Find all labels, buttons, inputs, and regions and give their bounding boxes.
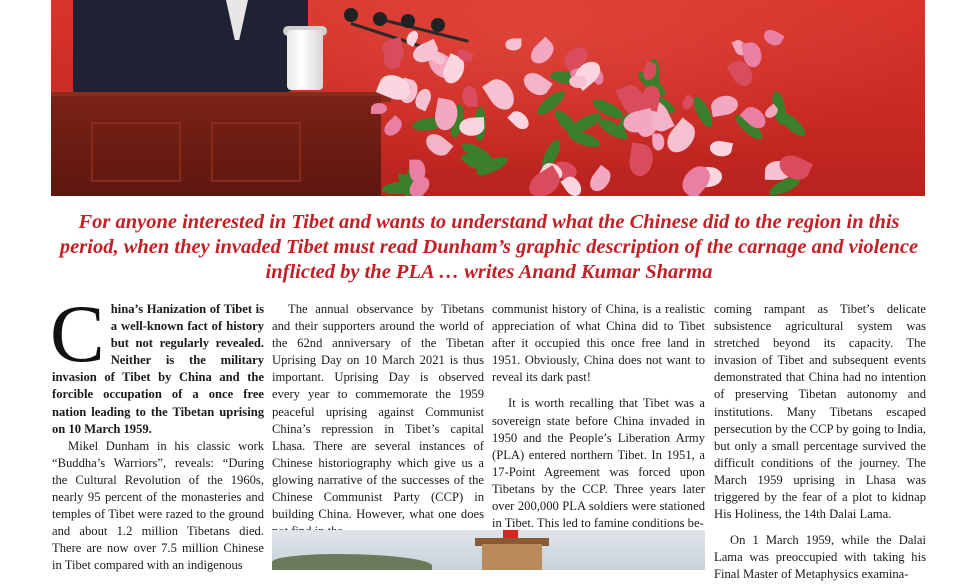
article-paragraph: On 1 March 1959, while the Dalai Lama was preoccupied with taking his Final Master of Metaphysics examina- (714, 533, 926, 582)
flower-petal (586, 165, 615, 195)
flower-petal (520, 69, 552, 99)
podium-panel (211, 122, 301, 182)
podium-panel (91, 122, 181, 182)
flower-petal (761, 27, 785, 49)
flower-petal (381, 115, 405, 139)
microphone-head (373, 12, 387, 26)
flower-petal (677, 160, 715, 196)
article-paragraph: It is worth recalling that Tibet was a sovereign state before China invaded in 1950 and the People’s Liberation Army (PLA) entered northern Tibet. In 1951, a 17-Point Agreement was forced upon Tibetans by the CCP. Three years later over 200,000 PLA soldiers were stationed in Tibet. This led to famine conditions be- (492, 396, 705, 531)
microphone-head (401, 14, 415, 28)
flower-petal (404, 29, 420, 47)
flower-petal (709, 140, 733, 159)
article-paragraph: coming rampant as Tibet’s delicate subsistence agricultural system was stretched beyond its capacity. The invasion of Tibet and subsequent events demonstrated that China had no intention of preserving Tibetan autonomy and institutions. Many Tibetans escaped persecution by the CCP by going to India, but only a small percentage survived the difficult conditions of the journey. The March 1959 uprising in Lhasa was triggered by the fear of a plot to kidnap His Holiness, the 14th Dalai Lama. (714, 302, 926, 522)
article-paragraph: Mikel Dunham in his classic work “Buddha’s Warriors”, reveals: “During the Cultural Revolution of the 1960s, nearly 95 percent of the monasteries and temples of Tibet were razed to the ground and about 1.2 million Tibetans died. There are now over 7.5 million Chinese in Tibet compared with an indigenous (52, 438, 264, 573)
top-photo (51, 0, 925, 196)
inset-photo (272, 530, 705, 570)
flower-arrangement (361, 30, 811, 196)
flower-petal (627, 142, 655, 178)
flower-petal (710, 94, 739, 117)
flower-petal (653, 133, 665, 150)
flower-petal (462, 85, 478, 107)
article-paragraph: communist history of China, is a realistic appreciation of what China did to Tibet after it occupied this once free land in 1951. Obviously, China does not want to reveal its dark past! (492, 302, 705, 385)
standfirst: For anyone interested in Tibet and wants to understand what the Chinese did to the region in this period, when they invaded Tibet must read Dunham’s graphic description of the carnage and violence inflicted by the PLA … writes Anand Kumar Sharma (59, 211, 919, 283)
article-paragraph: The annual observance by Tibetans and their supporters around the world of the 62nd anniversary of the Tibetan Uprising Day on 10 March 2021 is thus important. Uprising Day is observed every year to commemorate the 1959 peaceful uprising against Communist China’s repression in Tibet’s capital Lhasa. There are several instances of Chinese historiography which give us a glowing narrative of the successes of the Chinese Communist Party (CCP) in building China. However, what one does (272, 302, 484, 522)
building (482, 544, 542, 570)
article-column-4 (714, 301, 926, 584)
flower-petal (506, 108, 531, 133)
tea-cup (287, 30, 323, 90)
flower-petal (371, 103, 387, 114)
flower-petal (482, 74, 520, 115)
article-column-3 (492, 301, 705, 532)
microphone-head (344, 8, 358, 22)
flower-petal (504, 38, 521, 50)
speaker-figure (73, 0, 308, 98)
drop-cap: C (50, 288, 105, 379)
flower-petal (526, 37, 558, 68)
flower-petal (422, 130, 453, 160)
trees (272, 554, 432, 570)
article-column-1 (50, 288, 264, 575)
article-column-2 (272, 301, 484, 540)
article-lead: hina’s Hanization of Tibet is a well-known fact of history but not regularly revealed. Neither is the military invasion of Tibet by China and the forcible occupation of a once free nation leading to the Tibetan uprising on 10 March 1959. (52, 302, 264, 436)
